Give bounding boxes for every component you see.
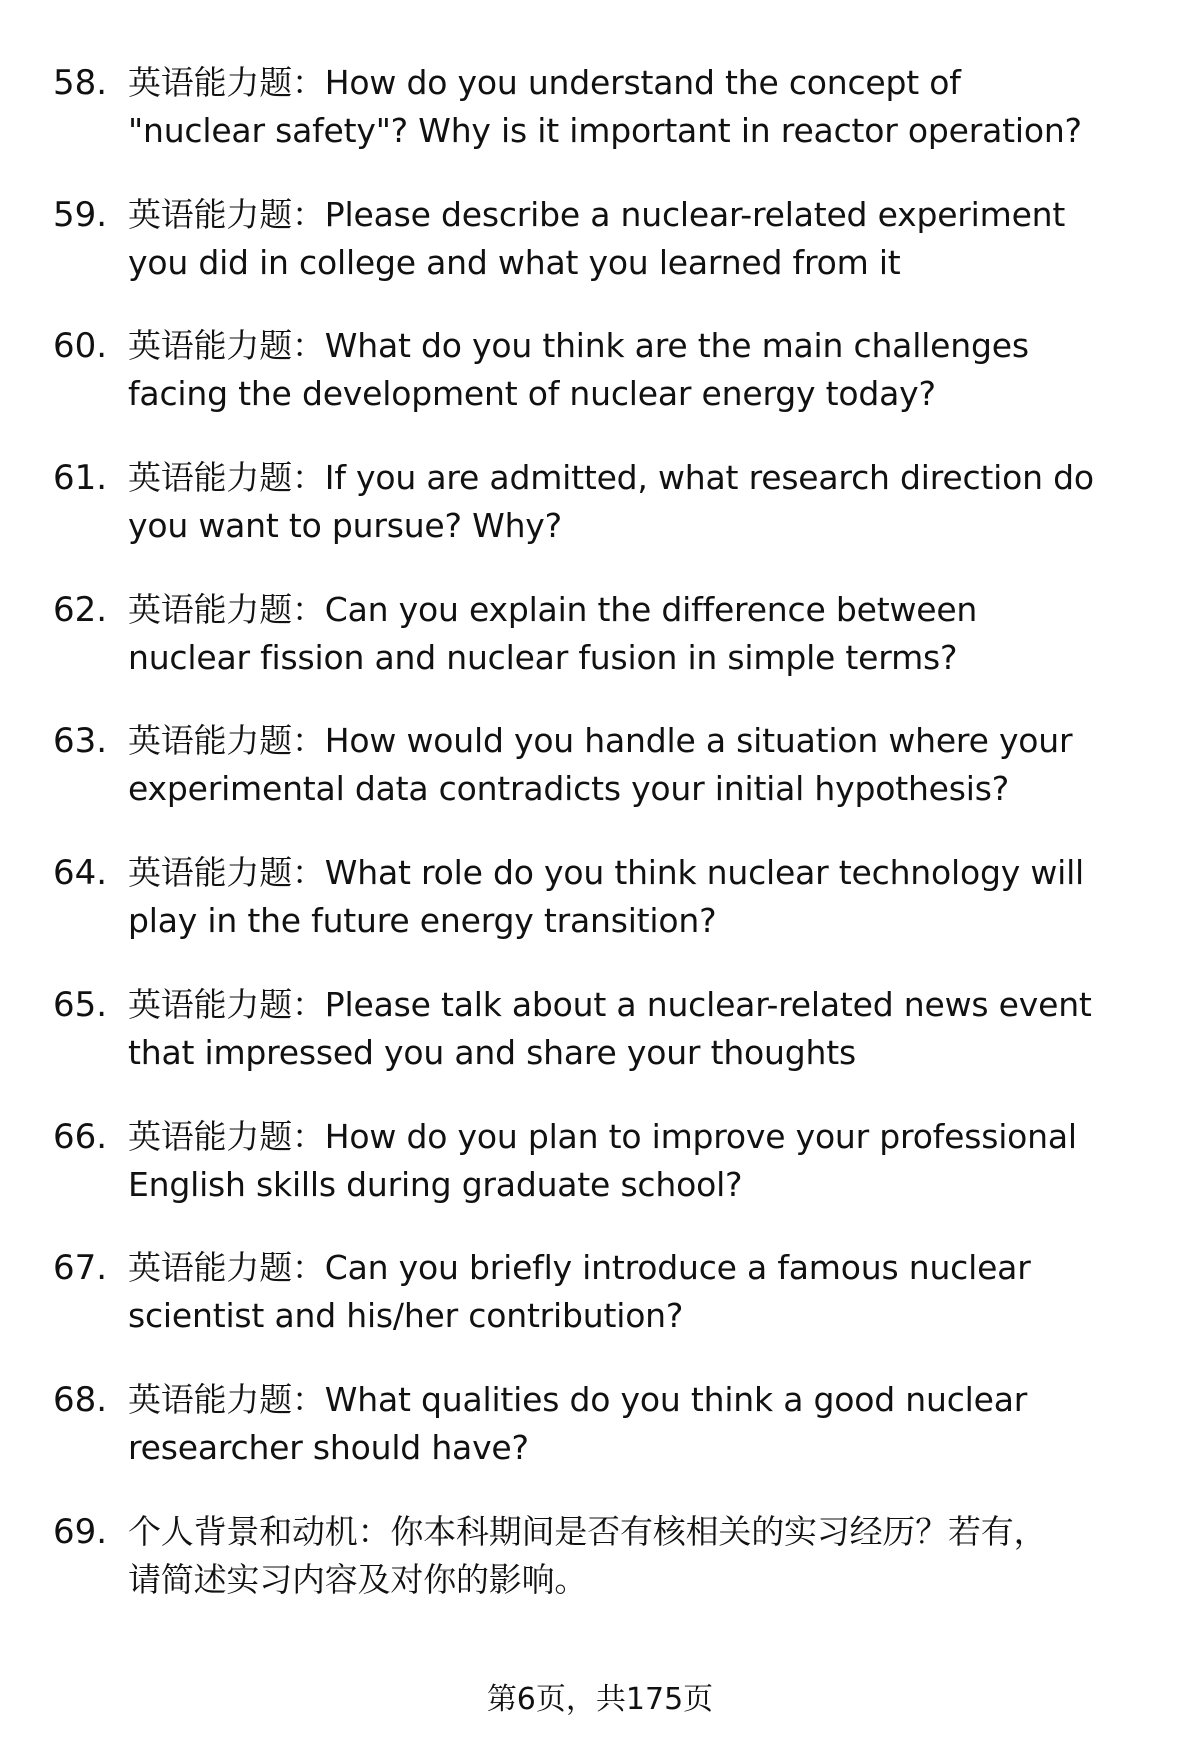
page-footer: 第6页，共175页 xyxy=(486,1682,714,1717)
question-line: English skills during graduate school? xyxy=(128,1164,743,1204)
question-line: researcher should have? xyxy=(128,1427,529,1467)
question-number: 59. xyxy=(53,194,108,235)
question-text xyxy=(128,454,1094,550)
question-item xyxy=(0,717,1200,813)
question-text xyxy=(128,322,1029,418)
question-line: scientist and his/her contribution? xyxy=(128,1296,684,1336)
question-number: 58. xyxy=(53,63,108,103)
question-line: 英语能力题：How do you understand the concept of xyxy=(128,63,961,102)
question-number: 61. xyxy=(53,458,108,499)
question-item xyxy=(0,454,1200,550)
question-number: 62. xyxy=(53,589,108,630)
question-line: "nuclear safety"? Why is it important in reactor operation? xyxy=(128,111,1082,150)
question-number: 60. xyxy=(53,326,108,367)
question-list xyxy=(0,59,1200,1639)
question-item xyxy=(0,322,1200,418)
question-number: 65. xyxy=(53,984,108,1025)
question-line: play in the future energy transition? xyxy=(128,901,717,941)
question-line: nuclear fission and nuclear fusion in simple terms? xyxy=(128,637,958,677)
question-number: 64. xyxy=(53,853,108,894)
question-line: experimental data contradicts your initial hypothesis? xyxy=(128,769,1010,809)
question-number: 67. xyxy=(53,1248,108,1289)
question-text xyxy=(128,1244,1031,1340)
question-line: 英语能力题：Can you briefly introduce a famous nuclear xyxy=(128,1248,1031,1288)
question-item xyxy=(0,191,1200,287)
question-number: 69. xyxy=(53,1511,108,1552)
question-line: 英语能力题：What role do you think nuclear technology will xyxy=(128,853,1085,893)
question-line: 英语能力题：How would you handle a situation where your xyxy=(128,721,1073,761)
question-line: 英语能力题：What do you think are the main challenges xyxy=(128,326,1029,366)
question-item xyxy=(0,59,1200,155)
question-item xyxy=(0,849,1200,945)
question-line: you did in college and what you learned from it xyxy=(128,242,901,282)
question-item xyxy=(0,981,1200,1077)
question-text xyxy=(128,717,1072,813)
question-line: 英语能力题：How do you plan to improve your professional xyxy=(128,1116,1077,1156)
question-text xyxy=(128,1376,1027,1472)
question-number: 63. xyxy=(53,721,108,762)
question-item xyxy=(0,1376,1200,1472)
question-line: that impressed you and share your thoughts xyxy=(128,1032,856,1072)
question-item xyxy=(0,1244,1200,1340)
question-text xyxy=(128,1508,1046,1604)
question-text xyxy=(128,586,977,682)
question-text xyxy=(128,191,1065,287)
question-line: 请简述实习内容及对你的影响。 xyxy=(128,1559,588,1599)
question-line: facing the development of nuclear energy today? xyxy=(128,374,936,414)
question-line: you want to pursue? Why? xyxy=(128,506,562,546)
question-line: 英语能力题：Can you explain the difference between xyxy=(128,589,978,629)
question-number: 66. xyxy=(53,1116,108,1157)
question-text xyxy=(128,981,1092,1077)
question-item xyxy=(0,1508,1200,1604)
question-line: 英语能力题：What qualities do you think a good nuclear xyxy=(128,1379,1028,1419)
question-text xyxy=(128,849,1084,945)
question-text xyxy=(128,59,1082,155)
question-text xyxy=(128,1113,1077,1209)
question-number: 68. xyxy=(53,1379,108,1420)
question-line: 英语能力题：Please talk about a nuclear-related news event xyxy=(128,984,1092,1024)
question-item xyxy=(0,586,1200,682)
question-line: 英语能力题：Please describe a nuclear-related experiment xyxy=(128,194,1066,234)
question-item xyxy=(0,1113,1200,1209)
question-line: 个人背景和动机：你本科期间是否有核相关的实习经历？若有， xyxy=(128,1511,1047,1551)
question-line: 英语能力题：If you are admitted, what research direction do xyxy=(128,458,1094,498)
